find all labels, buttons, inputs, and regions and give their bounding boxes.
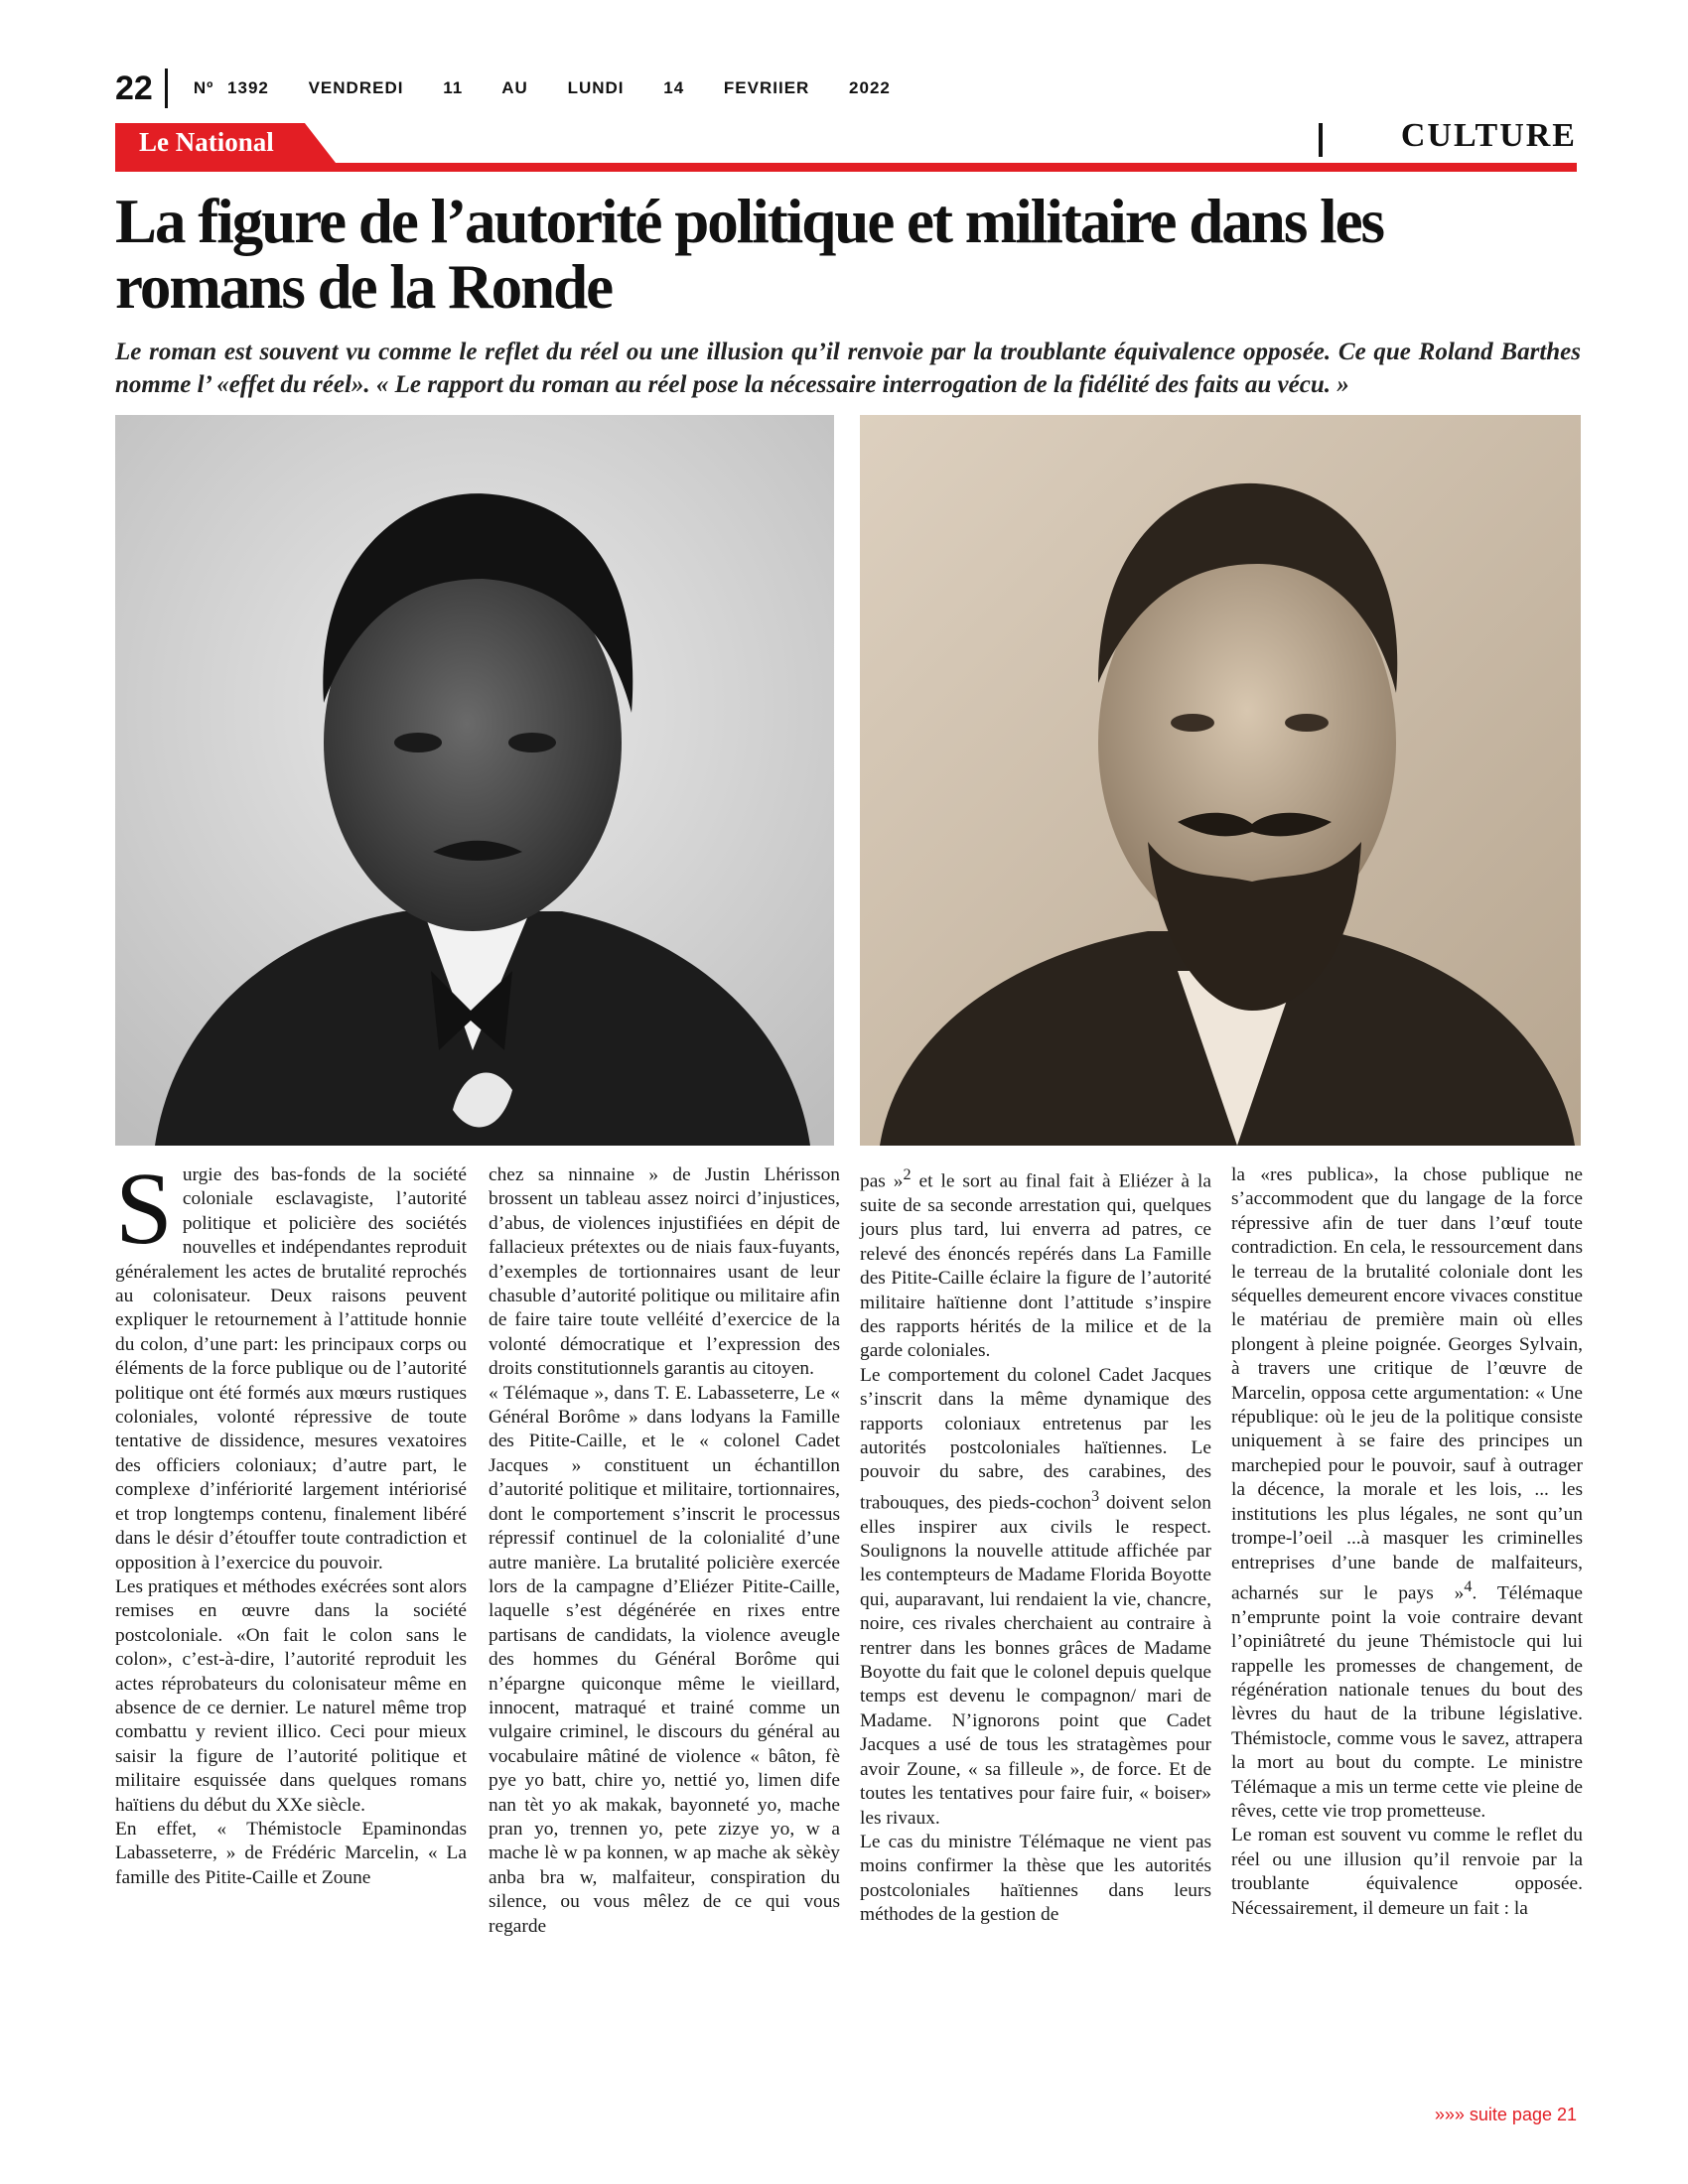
publication-name: Le National — [139, 127, 274, 157]
paragraph-text: la «res publica», la chose publique ne s’accommodent que du langage de la force répressive afin de tuer dans l’œuf toute contradiction. En cela, le ressourcement dans le terreau de la brutalité coloniale dont les séquelles demeurent encore vivaces constitue le matériau de première main où elles plongent à pleine poignée. Georges Sylvain, à travers une critique de l’œuvre de Marcelin, opposa cette argumentation: « Une république: où le jeu de la politique consiste uniquement à se faire des principes un marchepied pour le pouvoir, sauf à outrager la décence, la morale et les lois, ... les institutions les plus légales, ne sont qu’un trompe-l’oeil ...à masquer les criminelles entreprises d’une bande de malfaiteurs, acharnés sur le pays » — [1231, 1164, 1583, 1604]
date-year: 2022 — [849, 78, 891, 97]
paragraph: Le roman est souvent vu comme le reflet du réel ou une illusion qu’il renvoie par la troublante équivalence opposée. Nécessairement, il demeure un fait : la — [1231, 1825, 1583, 1919]
paragraph-text: doivent selon elles inspirer aux civils le respect. Soulignons la nouvelle attitude affichée par les contempteurs de Madame Florida Boyotte qui, auparavant, lui rendaient la vie, chancre, noire, ces rivales cherchaient au contraire à rentrer dans les bonnes grâces de Madame Boyotte du fait que le colonel depuis quelque temps est devenu le compagnon/ mari de Madame. N’ignorons point que Cadet Jacques a usé de tous les stratagèmes pour avoir Zoune, « sa filleule », de force. Et de toutes les tentatives pour faire fuir, « boiser» les rivaux. — [860, 1492, 1211, 1829]
page-header — [115, 66, 916, 111]
paragraph-text: et le sort au final fait à Eliézer à la suite de sa seconde arrestation qui, quelques jours plus tard, lui enverra ad patres, ce relevé des énoncés repérés dans La Famille des Pitite-Caille éclaire la figure de l’autorité militaire haïtienne dont l’attitude s’inspire des rapports hérités de la milice et de la garde coloniales. — [860, 1170, 1211, 1362]
continued-link[interactable]: »»» suite page 21 — [1434, 2105, 1577, 2124]
paragraph-text: . Télémaque n’emprunte point la voie contraire devant l’opiniâtreté du jeune Thémistocle qui lui rappelle les promesses de changement, de régénération nationale tenues du bout des lèvres du haut de la tribune législative. Thémistocle, comme vous le savez, attrapera la mort au bout du compte. Le ministre Télémaque a mis un terme cette vie pleine de rêves, cette vie trop prometteuse. — [1231, 1582, 1583, 1823]
article-column-2 — [489, 1163, 840, 1939]
paragraph: chez sa ninnaine » de Justin Lhérisson brossent un tableau assez noirci d’injustices, d’abus, de violences injustifiées en dépit de fallacieux prétextes ou de niais faux-fuyants, d’exemples de tortionnaires usant de leur chasuble d’autorité politique ou militaire afin de faire taire toute velléité d’exercice de la volonté démocratique et l’expression des droits constitutionnels garantis au citoyen. — [489, 1164, 840, 1380]
drop-cap: S — [115, 1152, 173, 1266]
date-connector: AU — [501, 78, 528, 97]
article-lede: Le roman est souvent vu comme le reflet du réel ou une illusion qu’il renvoie par la troublante équivalence opposée. Ce que Roland Barthes nomme l’ «effet du réel». « Le rapport du roman au réel pose la nécessaire interrogation de la fidélité des faits au vécu. » — [115, 339, 1581, 398]
date-weekday-start: VENDREDI — [308, 78, 404, 97]
article-column-4 — [1231, 1163, 1583, 1921]
paragraph-text: Le comportement du colonel Cadet Jacques s’inscrit dans la même dynamique des rapports coloniaux entretenus par les autorités postcoloniales haïtiennes. Le pouvoir du sabre, des carabines, des trabouques, des pieds-cochon — [860, 1364, 1211, 1514]
date-day-start: 11 — [443, 78, 464, 97]
date-month: FEVRIIER — [723, 78, 810, 97]
issue-dateline — [194, 78, 916, 98]
page-number: 22 — [115, 68, 153, 107]
paragraph — [115, 1152, 467, 1575]
article-column-1 — [115, 1152, 467, 1890]
date-day-end: 14 — [663, 78, 685, 97]
paragraph — [1231, 1163, 1583, 1824]
date-weekday-end: LUNDI — [567, 78, 625, 97]
article-title: La figure de l’autorité politique et militaire dans les romans de la Ronde — [115, 187, 1384, 322]
portrait-left-image — [115, 415, 834, 1146]
footnote-marker: 4 — [1464, 1577, 1473, 1595]
section-divider — [1319, 123, 1323, 157]
paragraph — [860, 1163, 1211, 1364]
paragraph: En effet, « Thémistocle Epaminondas Labasseterre, » de Frédéric Marcelin, « La famille des Pitite-Caille et Zoune — [115, 1818, 467, 1888]
header-divider — [165, 68, 168, 108]
section-label: CULTURE — [1400, 117, 1577, 154]
header-rule — [115, 163, 1577, 172]
issue-number: Nº 1392 — [193, 78, 269, 97]
paragraph — [860, 1364, 1211, 1831]
paragraph-text: urgie des bas-fonds de la société coloniale esclavagiste, l’autorité politique et policière des sociétés nouvelles et indépendantes reproduit généralement les actes de brutalité reprochés au colonisateur. Deux raisons peuvent expliquer le retournement à l’attitude honnie du colon, d’une part: les principaux corps ou éléments de la force publique ou de l’autorité politique ont été formés aux mœurs rustiques coloniales, volonté répressive de toute tentative de dissidence, mesures vexatoires des officiers coloniaux; d’autre part, le complexe d’infériorité largement intériorisé et trop longtemps contenu, finalement libéré dans le désir d’étouffer toute contradiction et opposition à l’exercice du pouvoir. — [115, 1164, 467, 1573]
paragraph: Les pratiques et méthodes exécrées sont alors remises en œuvre dans la société postcoloniale. «On fait le colon sans le colon», c’est-à-dire, l’autorité reproduit les actes réprobateurs du colonisateur même en absence de ce dernier. Le naturel même trop combattu y revient illico. Ceci pour mieux saisir la figure de l’autorité politique et militaire esquissée dans quelques romans haïtiens du début du XXe siècle. — [115, 1575, 467, 1816]
footnote-marker: 3 — [1091, 1487, 1100, 1505]
paragraph: « Télémaque », dans T. E. Labasseterre, Le « Général Borôme » dans lodyans la Famille des Pitite-Caille, et le « colonel Cadet Jacques » constituent un échantillon d’autorité politique et militaire, tortionnaires, dont le comportement s’inscrit le processus répressif continuel de la colonialité d’une autre manière. La brutalité policière exercée lors de la campagne d’Eliézer Pitite-Caille, laquelle s’est dégénérée en rixes entre partisans de candidats, la violence aveugle des hommes du Général Borôme qui n’épargne quiconque même le vieillard, innocent, matraqué et trainé comme un vulgaire criminel, le discours du général au vocabulaire mâtiné de violence « bâton, fè pye yo batt, chire yo, nettié yo, limen dife nan tèt yo ak makak, bayonneté yo, mache pran yo, trennen yo, pete zizye yo, w a mache lè w pa konnen, w ap mache ak sèkèy anba bra w, malfaiteur, conspiration du silence, ou vous mêlez de ce qui vous regarde — [489, 1382, 840, 1937]
article-column-3 — [860, 1163, 1211, 1928]
footnote-marker: 2 — [903, 1166, 912, 1183]
portrait-right-image — [860, 415, 1581, 1146]
paragraph: Le cas du ministre Télémaque ne vient pas moins confirmer la thèse que les autorités postcoloniales haïtiennes dans leurs méthodes de la gestion de — [860, 1831, 1211, 1926]
paragraph-text: pas » — [860, 1170, 904, 1192]
